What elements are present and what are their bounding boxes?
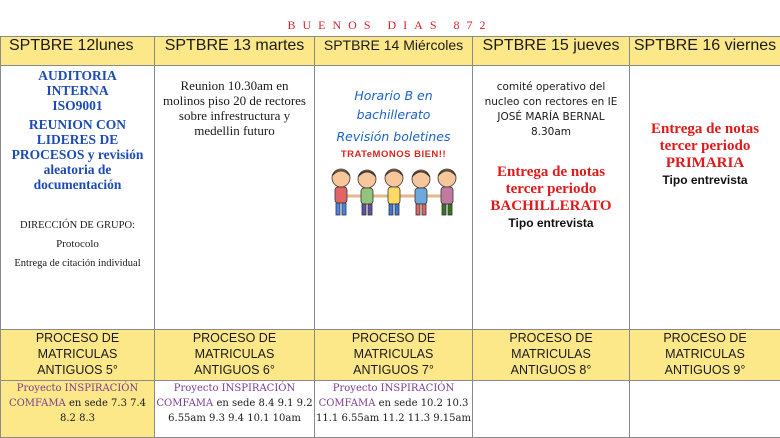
schedule-line: bachillerato xyxy=(315,105,472,124)
enrollment-cell-5 xyxy=(1,330,155,381)
project-cell-monday xyxy=(1,381,155,438)
delivery-mode: Tipo entrevista xyxy=(630,173,780,187)
enrollment-line: ANTIGUOS 9° xyxy=(630,362,780,378)
enrollment-line: PROCESO DE xyxy=(155,330,314,346)
page-title: BUENOS DIAS 872 xyxy=(0,18,780,33)
weekly-schedule-table xyxy=(0,36,780,438)
projects-row xyxy=(1,381,780,438)
project-detail: en sede 10.2 10.3 11.1 6.55am 11.2 11.3 9.15am xyxy=(316,398,471,424)
project-detail: en sede 7.3 7.4 8.2 8.3 xyxy=(60,398,146,424)
grades-delivery-primaria xyxy=(630,121,780,172)
committee-note xyxy=(473,80,629,140)
enrollment-line: MATRICULAS xyxy=(315,346,472,362)
tuesday-cell xyxy=(155,66,315,330)
committee-line: nucleo con rectores en IE xyxy=(473,95,629,110)
enrollment-cell-8 xyxy=(473,330,630,381)
enrollment-line: PROCESO DE xyxy=(315,330,472,346)
meeting-line: REUNION CON xyxy=(1,117,154,132)
header-monday: SPTBRE 12lunes xyxy=(1,37,155,66)
project-cell-tuesday xyxy=(155,381,315,438)
project-name: Proyecto INSPIRACIÓN xyxy=(17,383,138,394)
enrollment-line: ANTIGUOS 7° xyxy=(315,362,472,378)
note-line: Reunion 10.30am en xyxy=(155,78,314,93)
committee-line: 8.30am xyxy=(473,125,629,140)
audit-line: AUDITORIA xyxy=(1,68,154,83)
monday-cell xyxy=(1,66,155,330)
header-wednesday xyxy=(315,37,473,66)
audit-text xyxy=(1,68,154,113)
committee-line: comité operativo del xyxy=(473,80,629,95)
enrollment-line: ANTIGUOS 8° xyxy=(473,362,629,378)
delivery-line: Entrega de notas xyxy=(473,164,629,181)
audit-line: INTERNA xyxy=(1,83,154,98)
schedule-line: Revisión boletines xyxy=(315,127,472,146)
header-row xyxy=(1,37,780,66)
project-name: Proyecto INSPIRACIÓN xyxy=(174,383,295,394)
header-wednesday-label: SPTBRE 14 Miércoles xyxy=(324,37,463,53)
project-detail: en sede 8.4 9.1 9.2 6.55am 9.3 9.4 10.1 10am xyxy=(168,398,312,424)
enrollment-line: PROCESO DE xyxy=(1,330,154,346)
enrollment-cell-7 xyxy=(315,330,473,381)
note-line: sobre infrestructura y xyxy=(155,108,314,123)
note-line: molinos piso 20 de rectores xyxy=(155,93,314,108)
schedule-note xyxy=(315,86,472,146)
meeting-line: LIDERES DE xyxy=(1,132,154,147)
enrollment-line: MATRICULAS xyxy=(155,346,314,362)
delivery-level: BACHILLERATO xyxy=(473,198,629,215)
activities-row xyxy=(1,66,780,330)
meeting-line: aleatoria de xyxy=(1,162,154,177)
enrollment-line: PROCESO DE xyxy=(473,330,629,346)
enrollment-row xyxy=(1,330,780,381)
meeting-line: documentación xyxy=(1,177,154,192)
delivery-mode: Tipo entrevista xyxy=(473,216,629,230)
meeting-line: PROCESOS y revisión xyxy=(1,147,154,162)
project-org: COMFAMA xyxy=(9,398,66,409)
committee-line: JOSÉ MARÍA BERNAL xyxy=(473,110,629,125)
header-friday: SPTBRE 16 viernes xyxy=(630,37,780,66)
enrollment-line: ANTIGUOS 6° xyxy=(155,362,314,378)
delivery-line: Entrega de notas xyxy=(630,121,780,138)
group-line: Protocolo xyxy=(1,237,154,252)
rectors-meeting-note xyxy=(155,78,314,138)
group-line: DIRECCIÓN DE GRUPO: xyxy=(1,218,154,233)
thursday-cell xyxy=(473,66,630,330)
enrollment-line: MATRICULAS xyxy=(1,346,154,362)
project-name: Proyecto INSPIRACIÓN xyxy=(333,383,454,394)
group-direction-note xyxy=(1,218,154,271)
meeting-text xyxy=(1,117,154,192)
delivery-line: tercer periodo xyxy=(630,138,780,155)
enrollment-line: MATRICULAS xyxy=(630,346,780,362)
group-line: Entrega de citación individual xyxy=(1,256,154,271)
header-thursday: SPTBRE 15 jueves xyxy=(473,37,630,66)
enrollment-line: MATRICULAS xyxy=(473,346,629,362)
project-org: COMFAMA xyxy=(319,398,376,409)
delivery-level: PRIMARIA xyxy=(630,155,780,172)
project-cell-thursday xyxy=(473,381,630,438)
project-cell-friday xyxy=(630,381,780,438)
children-holding-hands-illustration xyxy=(327,164,461,220)
project-org: COMFAMA xyxy=(156,398,213,409)
wednesday-cell xyxy=(315,66,473,330)
note-line: medellin futuro xyxy=(155,123,314,138)
slogan: TRATeMONOS BIEN!! xyxy=(315,149,472,160)
schedule-line: Horario B en xyxy=(315,86,472,105)
friday-cell xyxy=(630,66,780,330)
enrollment-line: PROCESO DE xyxy=(630,330,780,346)
enrollment-cell-6 xyxy=(155,330,315,381)
grades-delivery-bachillerato xyxy=(473,164,629,215)
enrollment-line: ANTIGUOS 5° xyxy=(1,362,154,378)
project-cell-wednesday xyxy=(315,381,473,438)
header-tuesday: SPTBRE 13 martes xyxy=(155,37,315,66)
audit-line: ISO9001 xyxy=(1,98,154,113)
enrollment-cell-9 xyxy=(630,330,780,381)
delivery-line: tercer periodo xyxy=(473,181,629,198)
